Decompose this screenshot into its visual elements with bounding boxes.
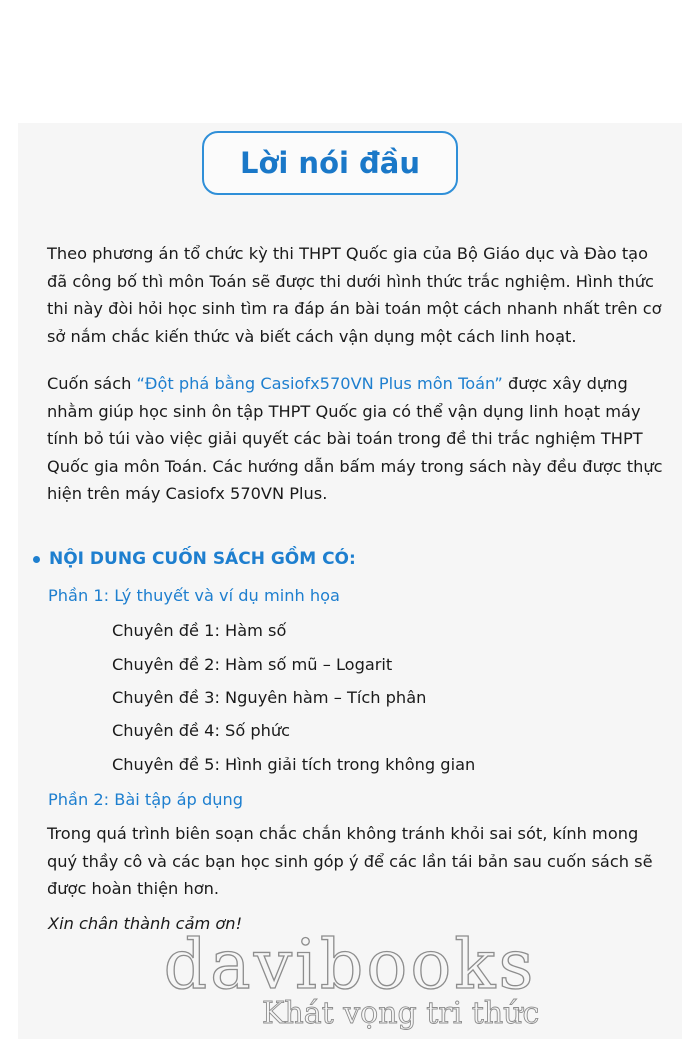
bullet-icon [33, 556, 40, 563]
topic-4: Chuyên đề 4: Số phức [112, 721, 291, 740]
watermark-brand: davibooks [163, 926, 537, 1005]
intro-paragraph: Theo phương án tổ chức kỳ thi THPT Quốc gia của Bộ Giáo dục và Đào tạo đã công bố thì môn Toán sẽ được thi dưới hình thức trắc nghiệm. Hình thức thi này đòi hỏi học sinh tìm ra đáp án bài toán một cách nhanh nhất trên cơ sở nắm chắc kiến thức và biết cách vận dụng một cách linh hoạt. [47, 244, 662, 346]
topic-1: Chuyên đề 1: Hàm số [112, 621, 287, 640]
title-box [202, 131, 458, 195]
page-title: Lời nói đầu [239, 146, 421, 180]
contents-heading [33, 549, 356, 569]
contents-heading-text: NỘI DUNG CUỐN SÁCH GỒM CÓ: [49, 549, 356, 569]
topic-2: Chuyên đề 2: Hàm số mũ – Logarit [112, 655, 393, 674]
book-lead: Cuốn sách [47, 374, 137, 393]
closing-paragraph: Trong quá trình biên soạn chắc chắn không tránh khỏi sai sót, kính mong quý thầy cô và các bạn học sinh góp ý để các lần tái bản sau cuốn sách sẽ được hoàn thiện hơn. [47, 824, 653, 898]
book-paragraph [47, 370, 669, 508]
book-title-quote: “Đột phá bằng Casiofx570VN Plus môn Toán” [136, 374, 503, 393]
part-1-label: Phần 1: Lý thuyết và ví dụ minh họa [48, 586, 340, 605]
book-description: được xây dựng nhằm giúp học sinh ôn tập THPT Quốc gia có thể vận dụng linh hoạt máy tính bỏ túi vào việc giải quyết các bài toán trong đề thi trắc nghiệm THPT Quốc gia môn Toán. Các hướng dẫn bấm máy trong sách này đều được thực hiện trên máy Casiofx 570VN Plus. [47, 374, 663, 503]
topic-5: Chuyên đề 5: Hình giải tích trong không gian [112, 755, 476, 774]
thanks-line: Xin chân thành cảm ơn! [48, 914, 243, 933]
part-2-label: Phần 2: Bài tập áp dụng [48, 790, 244, 809]
watermark-slogan: Khát vọng tri thức [262, 996, 540, 1031]
topic-3: Chuyên đề 3: Nguyên hàm – Tích phân [112, 688, 427, 707]
